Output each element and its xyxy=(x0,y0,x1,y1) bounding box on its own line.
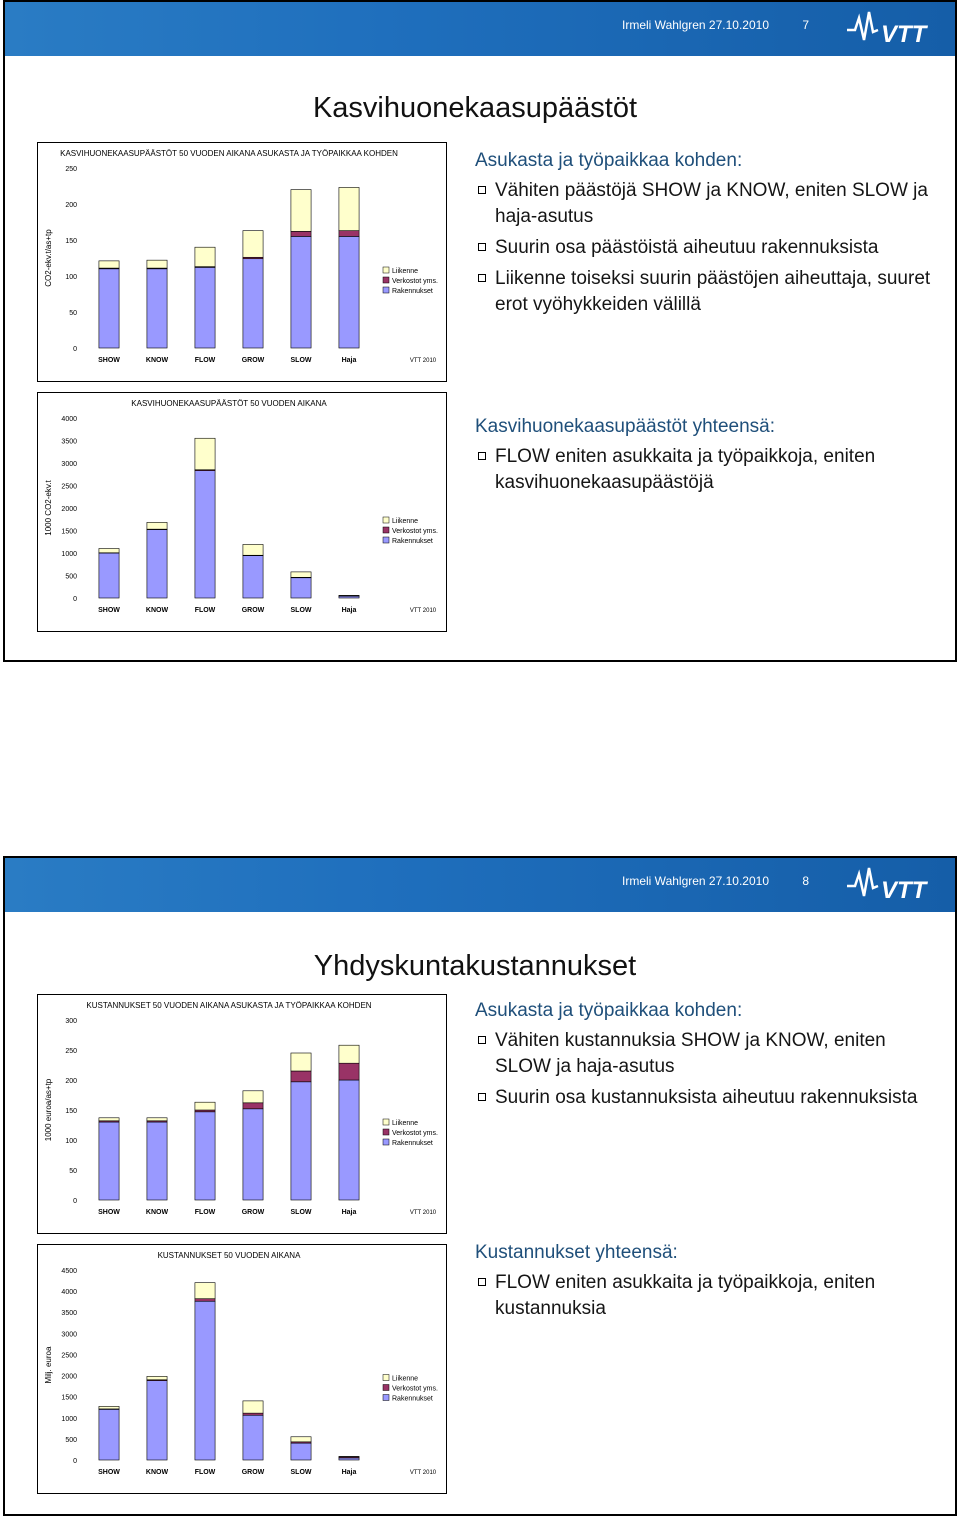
svg-text:VTT: VTT xyxy=(881,21,927,48)
x-tick-label: SLOW xyxy=(290,607,312,614)
chart-title: KUSTANNUKSET 50 VUODEN AIKANA xyxy=(157,1251,301,1260)
x-tick-label: Haja xyxy=(341,1469,357,1476)
bar-segment-verkostot-yms- xyxy=(243,1103,263,1109)
bar-segment-rakennukset xyxy=(195,471,215,598)
slide-7 xyxy=(3,0,957,662)
author-date: Irmeli Wahlgren 27.10.2010 xyxy=(622,18,769,32)
bar-segment-rakennukset xyxy=(291,1443,311,1460)
x-tick-label: Haja xyxy=(341,607,357,614)
y-tick-label: 4500 xyxy=(61,1268,77,1275)
y-tick-label: 0 xyxy=(73,596,77,603)
chart-costs-total xyxy=(37,1244,447,1494)
bar-segment-rakennukset xyxy=(147,1381,167,1460)
y-tick-label: 500 xyxy=(65,573,77,581)
bullet-square-icon xyxy=(478,243,486,251)
bar-segment-rakennukset xyxy=(243,259,263,348)
bar-segment-liikenne xyxy=(195,438,215,470)
y-axis-label: Milj. euroa xyxy=(44,1346,53,1384)
slide-header xyxy=(5,2,955,56)
x-tick-label: SHOW xyxy=(98,1209,120,1216)
source-note: VTT 2010 xyxy=(409,358,437,364)
x-tick-label: SHOW xyxy=(98,1469,120,1476)
y-tick-label: 250 xyxy=(65,166,77,173)
y-tick-label: 4000 xyxy=(61,416,77,423)
x-tick-label: KNOW xyxy=(145,607,169,614)
bar-segment-liikenne xyxy=(243,231,263,258)
y-tick-label: 2500 xyxy=(61,483,77,491)
chart-title: KASVIHUONEKAASUPÄÄSTÖT 50 VUODEN AIKANA ASUKASTA JA TYÖPAIKKAA KOHDEN xyxy=(60,149,398,158)
bar-segment-rakennukset xyxy=(243,1415,263,1460)
chart-emissions-per-person xyxy=(37,142,447,382)
legend-swatch xyxy=(383,527,389,533)
bar-segment-rakennukset xyxy=(147,530,167,598)
bar-segment-verkostot-yms- xyxy=(291,231,311,236)
y-axis-label: CO2-ekv.t/as+tp xyxy=(44,229,53,287)
y-tick-label: 100 xyxy=(65,274,77,281)
y-tick-label: 1500 xyxy=(61,528,77,536)
bar-segment-rakennukset xyxy=(339,1458,359,1460)
bar-segment-liikenne xyxy=(291,1437,311,1442)
bar-segment-rakennukset xyxy=(147,1122,167,1200)
x-tick-label: SHOW xyxy=(98,357,120,364)
y-tick-label: 3000 xyxy=(61,1331,77,1339)
bar-segment-liikenne xyxy=(99,261,119,268)
x-tick-label: FLOW xyxy=(194,607,216,614)
page-number: 7 xyxy=(802,18,809,32)
bar-segment-verkostot-yms- xyxy=(195,1299,215,1302)
legend-label: Liikenne xyxy=(392,1120,419,1127)
y-tick-label: 150 xyxy=(65,238,77,245)
bullet-square-icon xyxy=(478,1036,486,1044)
x-tick-label: SLOW xyxy=(290,1469,312,1476)
y-tick-label: 0 xyxy=(73,1198,77,1205)
text-block-per-person xyxy=(475,1000,945,1116)
text-block-total xyxy=(475,1242,945,1327)
text-block-total xyxy=(475,416,945,501)
y-tick-label: 0 xyxy=(73,346,77,353)
legend-label: Liikenne xyxy=(392,518,419,525)
x-tick-label: KNOW xyxy=(145,1209,169,1216)
legend-label: Liikenne xyxy=(392,268,419,275)
legend-label: Verkostot yms. xyxy=(392,278,438,285)
bullet-square-icon xyxy=(478,1278,486,1286)
x-tick-label: FLOW xyxy=(194,357,216,364)
y-tick-label: 150 xyxy=(65,1108,77,1115)
bar-segment-liikenne xyxy=(147,1118,167,1121)
bullet-item: Vähiten päästöjä SHOW ja KNOW, eniten SLOW ja haja-asutus xyxy=(475,178,945,230)
bar-segment-liikenne xyxy=(195,1283,215,1299)
y-tick-label: 50 xyxy=(69,310,77,317)
y-tick-label: 200 xyxy=(65,202,77,209)
legend-swatch xyxy=(383,1129,389,1135)
chart-title: KUSTANNUKSET 50 VUODEN AIKANA ASUKASTA JA TYÖPAIKKAA KOHDEN xyxy=(86,1001,372,1010)
bar-segment-liikenne xyxy=(243,1091,263,1103)
y-tick-label: 1000 xyxy=(61,551,77,558)
y-tick-label: 1000 xyxy=(61,1415,77,1423)
x-tick-label: GROW xyxy=(241,1469,265,1476)
bar-segment-liikenne xyxy=(243,1401,263,1413)
y-tick-label: 1500 xyxy=(61,1394,77,1402)
bar-segment-liikenne xyxy=(291,190,311,232)
bullet-square-icon xyxy=(478,1093,486,1101)
source-note: VTT 2010 xyxy=(409,608,437,614)
y-tick-label: 100 xyxy=(65,1138,77,1145)
bar-segment-liikenne xyxy=(99,1406,119,1409)
bullet-square-icon xyxy=(478,452,486,460)
y-tick-label: 2500 xyxy=(61,1352,77,1360)
bar-segment-verkostot-yms- xyxy=(339,231,359,237)
bar-segment-liikenne xyxy=(339,595,359,596)
bar-segment-rakennukset xyxy=(339,236,359,348)
x-tick-label: FLOW xyxy=(194,1469,216,1476)
bar-segment-rakennukset xyxy=(291,578,311,598)
bar-segment-liikenne xyxy=(291,1053,311,1071)
author-date: Irmeli Wahlgren 27.10.2010 xyxy=(622,874,769,888)
bar-segment-rakennukset xyxy=(195,267,215,348)
bar-segment-liikenne xyxy=(339,1045,359,1063)
source-note: VTT 2010 xyxy=(409,1210,437,1216)
bar-segment-rakennukset xyxy=(243,556,263,598)
x-tick-label: GROW xyxy=(241,1209,265,1216)
bullet-item: Vähiten kustannuksia SHOW ja KNOW, eniten SLOW ja haja-asutus xyxy=(475,1028,945,1080)
legend-swatch xyxy=(383,277,389,283)
bullet-square-icon xyxy=(478,274,486,282)
y-tick-label: 50 xyxy=(69,1168,77,1175)
x-tick-label: SLOW xyxy=(290,357,312,364)
legend-swatch xyxy=(383,1375,389,1381)
x-tick-label: GROW xyxy=(241,607,265,614)
bar-segment-rakennukset xyxy=(243,1109,263,1200)
block-heading: Asukasta ja työpaikkaa kohden: xyxy=(475,1000,743,1021)
y-tick-label: 2000 xyxy=(61,506,77,513)
x-tick-label: KNOW xyxy=(145,357,169,364)
legend-swatch xyxy=(383,1385,389,1391)
y-tick-label: 200 xyxy=(65,1078,77,1085)
x-tick-label: SLOW xyxy=(290,1209,312,1216)
slide-title: Yhdyskuntakustannukset xyxy=(313,950,637,982)
page-number: 8 xyxy=(802,874,809,888)
y-tick-label: 300 xyxy=(65,1018,77,1025)
bar-segment-liikenne xyxy=(291,572,311,577)
x-tick-label: KNOW xyxy=(145,1469,169,1476)
x-tick-label: Haja xyxy=(341,357,357,364)
bar-segment-liikenne xyxy=(99,549,119,553)
bar-segment-rakennukset xyxy=(147,269,167,348)
bar-segment-rakennukset xyxy=(99,1409,119,1460)
chart-emissions-total xyxy=(37,392,447,632)
legend-swatch xyxy=(383,537,389,543)
y-tick-label: 2000 xyxy=(61,1373,77,1381)
bullet-square-icon xyxy=(478,186,486,194)
legend-label: Rakennukset xyxy=(392,1140,433,1147)
legend-label: Verkostot yms. xyxy=(392,528,438,535)
bar-segment-rakennukset xyxy=(195,1112,215,1200)
legend-swatch xyxy=(383,1139,389,1145)
y-axis-label: 1000 euroa/as+tp xyxy=(44,1078,53,1142)
bar-segment-liikenne xyxy=(195,247,215,266)
y-tick-label: 500 xyxy=(65,1436,77,1444)
bar-segment-rakennukset xyxy=(291,236,311,348)
bar-segment-verkostot-yms- xyxy=(339,1063,359,1080)
svg-text:VTT: VTT xyxy=(881,877,927,904)
bullet-item: Suurin osa päästöistä aiheutuu rakennuksista xyxy=(475,235,945,261)
bar-segment-rakennukset xyxy=(291,1082,311,1200)
bullet-item: Liikenne toiseksi suurin päästöjen aiheuttaja, suuret erot vyöhykkeiden välillä xyxy=(475,266,945,318)
legend-label: Rakennukset xyxy=(392,288,433,295)
y-tick-label: 0 xyxy=(73,1458,77,1465)
x-tick-label: SHOW xyxy=(98,607,120,614)
bar-segment-liikenne xyxy=(339,187,359,230)
x-tick-label: Haja xyxy=(341,1209,357,1216)
slide-title: Kasvihuonekaasupäästöt xyxy=(312,92,638,124)
bullet-item: Suurin osa kustannuksista aiheutuu rakennuksista xyxy=(475,1085,945,1111)
bar-segment-liikenne xyxy=(195,1102,215,1110)
bullet-item: FLOW eniten asukkaita ja työpaikkoja, eniten kasvihuonekaasupäästöjä xyxy=(475,444,945,496)
legend-label: Rakennukset xyxy=(392,538,433,545)
source-note: VTT 2010 xyxy=(409,1470,437,1476)
x-tick-label: GROW xyxy=(241,357,265,364)
y-tick-label: 250 xyxy=(65,1048,77,1055)
legend-label: Verkostot yms. xyxy=(392,1385,438,1393)
bar-segment-rakennukset xyxy=(99,269,119,348)
legend-label: Rakennukset xyxy=(392,1395,433,1403)
bar-segment-liikenne xyxy=(243,544,263,555)
block-heading: Kasvihuonekaasupäästöt yhteensä: xyxy=(475,416,775,437)
bar-segment-rakennukset xyxy=(99,553,119,598)
bar-segment-rakennukset xyxy=(339,1080,359,1200)
legend-label: Liikenne xyxy=(392,1375,419,1383)
bar-segment-liikenne xyxy=(99,1118,119,1121)
y-tick-label: 3500 xyxy=(61,438,77,446)
y-tick-label: 4000 xyxy=(61,1289,77,1297)
block-heading: Kustannukset yhteensä: xyxy=(475,1242,678,1263)
bar-segment-liikenne xyxy=(147,260,167,268)
vtt-logo-icon xyxy=(845,864,941,906)
chart-costs-per-person xyxy=(37,994,447,1234)
y-tick-label: 3000 xyxy=(61,461,77,468)
legend-swatch xyxy=(383,267,389,273)
x-tick-label: FLOW xyxy=(194,1209,216,1216)
legend-swatch xyxy=(383,1395,389,1401)
bar-segment-liikenne xyxy=(147,522,167,529)
bar-segment-verkostot-yms- xyxy=(243,1413,263,1415)
legend-swatch xyxy=(383,1119,389,1125)
bar-segment-liikenne xyxy=(147,1376,167,1379)
legend-label: Verkostot yms. xyxy=(392,1130,438,1137)
text-block-per-person xyxy=(475,150,945,323)
vtt-logo-icon xyxy=(845,8,941,50)
slide-8 xyxy=(3,856,957,1516)
block-heading: Asukasta ja työpaikkaa kohden: xyxy=(475,150,743,171)
y-axis-label: 1000 CO2-ekv.t xyxy=(44,480,53,536)
chart-title: KASVIHUONEKAASUPÄÄSTÖT 50 VUODEN AIKANA xyxy=(131,399,327,408)
slide-header xyxy=(5,858,955,912)
legend-swatch xyxy=(383,287,389,293)
legend-swatch xyxy=(383,517,389,523)
bar-segment-rakennukset xyxy=(99,1122,119,1200)
bullet-item: FLOW eniten asukkaita ja työpaikkoja, eniten kustannuksia xyxy=(475,1270,945,1322)
bar-segment-rakennukset xyxy=(195,1301,215,1460)
bar-segment-verkostot-yms- xyxy=(291,1071,311,1082)
y-tick-label: 3500 xyxy=(61,1310,77,1318)
